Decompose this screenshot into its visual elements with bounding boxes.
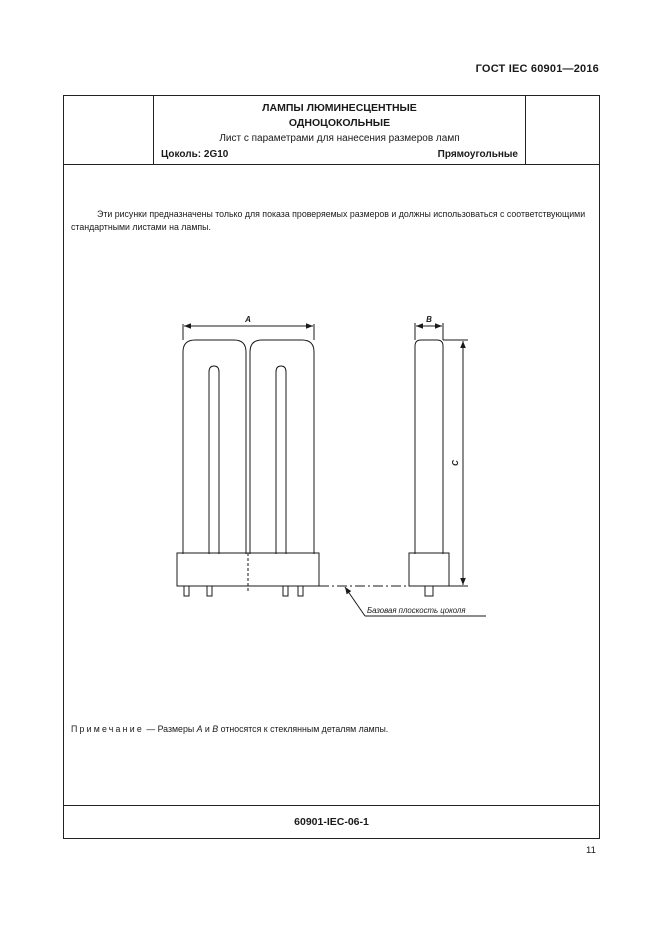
- dimension-a-label: A: [245, 315, 251, 324]
- sheet-footer: [64, 805, 599, 839]
- base-type-label: Цоколь: 2G10: [161, 149, 229, 160]
- front-left-slot: [209, 366, 219, 554]
- front-pin-2: [207, 586, 212, 596]
- note-rest: относятся к стеклянным деталям лампы.: [218, 724, 389, 734]
- lamp-drawing: [64, 96, 599, 796]
- intro-paragraph: Эти рисунки предназначены только для показа проверяемых размеров и должны использоваться с соответствующими стандартными листами на лампы.: [71, 209, 586, 232]
- front-right-slot: [276, 366, 286, 554]
- note-and: и: [202, 724, 213, 734]
- note-label: Примечание: [71, 724, 144, 734]
- lamp-shape-label: Прямоугольные: [437, 149, 518, 160]
- front-pin-1: [184, 586, 189, 596]
- front-right-tube: [250, 340, 314, 554]
- sheet-title-line1: ЛАМПЫ ЛЮМИНЕСЦЕНТНЫЕ: [262, 102, 417, 114]
- note-dash: — Размеры: [143, 724, 197, 734]
- base-plane-label: Базовая плоскость цоколя: [367, 606, 466, 615]
- side-base: [409, 553, 449, 586]
- sheet-subtitle: Лист с параметрами для нанесения размеров ламп: [219, 133, 460, 144]
- datasheet-frame: [63, 95, 600, 839]
- note-paragraph: [71, 724, 388, 734]
- note-dim-b: B: [212, 724, 219, 734]
- standard-code: ГОСТ IEC 60901—2016: [475, 63, 599, 75]
- page-number: 11: [586, 845, 596, 856]
- dimension-c-label: C: [451, 460, 460, 466]
- note-dim-a: A: [196, 724, 203, 734]
- front-pin-4: [298, 586, 303, 596]
- front-pin-3: [283, 586, 288, 596]
- side-tube: [415, 340, 443, 554]
- sheet-title-line2: ОДНОЦОКОЛЬНЫЕ: [288, 117, 391, 129]
- side-pin: [425, 586, 433, 596]
- sheet-code: 60901-IEC-06-1: [294, 816, 369, 828]
- dimension-b-label: B: [426, 315, 432, 324]
- front-left-tube: [183, 340, 246, 554]
